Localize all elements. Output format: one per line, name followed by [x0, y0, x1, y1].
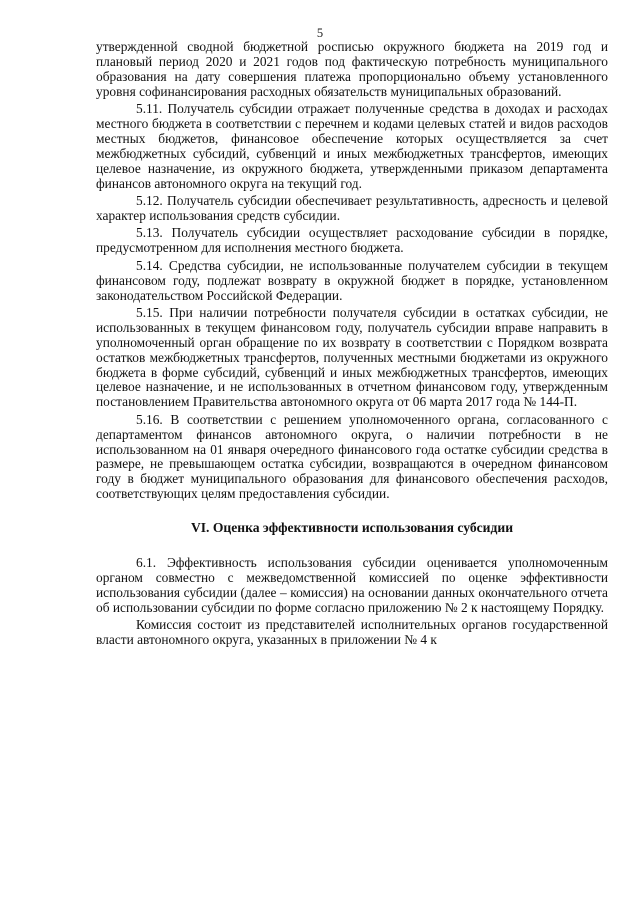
section-heading: VI. Оценка эффективности использования субсидии: [190, 520, 514, 536]
paragraph-5-13: 5.13. Получатель субсидии осуществляет расходование субсидии в порядке, предусмотренном для исполнения местного бюджета.: [96, 225, 608, 256]
paragraph-5-14: 5.14. Средства субсидии, не использованные получателем субсидии в текущем финансовом году, подлежат возврату в окружной бюджет в порядке, установленном законодательством Российской Федерации.: [96, 257, 608, 303]
paragraph-6-1: 6.1. Эффективность использования субсидии оценивается уполномоченным органом совместно с межведомственной комиссией по оценке эффективности использования субсидии (далее – комиссия) на основании данных окончательного отчета об использовании субсидии по форме согласно приложению № 2 к настоящему Порядку.: [96, 555, 608, 615]
paragraph-5-15: 5.15. При наличии потребности получателя субсидии в остатках субсидии, не использованных в текущем финансовом году, получатель субсидии вправе направить в уполномоченный орган обращение по их возврату в соответствии с Порядком возврата остатков межбюджетных трансфертов, полученных местными бюджетами из окружного бюджета в форме субсидий, субвенций и иных межбюджетных трансфертов, имеющих целевое назначение, и не использованных в отчетном финансовом году, утвержденным постановлением Правительства автономного округа от 06 марта 2017 года № 144-П.: [96, 304, 608, 410]
paragraph-commission: Комиссия состоит из представителей исполнительных органов государственной власти автономного округа, указанных в приложении № 4 к: [96, 617, 608, 648]
paragraph-5-11: 5.11. Получатель субсидии отражает полученные средства в доходах и расходах местного бюджета в соответствии с перечнем и кодами целевых статей и видов расходов местных бюджетов, финансовое обеспечение которых осуществляется за счет межбюджетных субсидий, субвенций и иных межбюджетных трансфертов, имеющих целевое назначение, из окружного бюджета, утвержденными приказом департамента финансов автономного округа на текущий год.: [96, 101, 608, 191]
paragraph-5-12: 5.12. Получатель субсидии обеспечивает результативность, адресность и целевой характер использования средств субсидии.: [96, 193, 608, 223]
document-body: [96, 40, 608, 651]
paragraph-continuation: утвержденной сводной бюджетной росписью окружного бюджета на 2019 год и плановый период 2020 и 2021 годов под фактическую потребность муниципального образования на дату совершения платежа пропорционально объему установленного уровня софинансирования расходных обязательств муниципальных образований.: [96, 39, 608, 99]
paragraph-5-16: 5.16. В соответствии с решением уполномоченного органа, согласованного с департаментом финансов автономного округа, о наличии потребности в не использованном на 01 января очередного финансового года остатке субсидии средства в размере, не превышающем остатка субсидии, возвращаются в очередном финансовом году в бюджет муниципального образования для финансового обеспечения расходов, соответствующих целям предоставления субсидии.: [96, 411, 608, 502]
page-number: 5: [316, 26, 324, 40]
